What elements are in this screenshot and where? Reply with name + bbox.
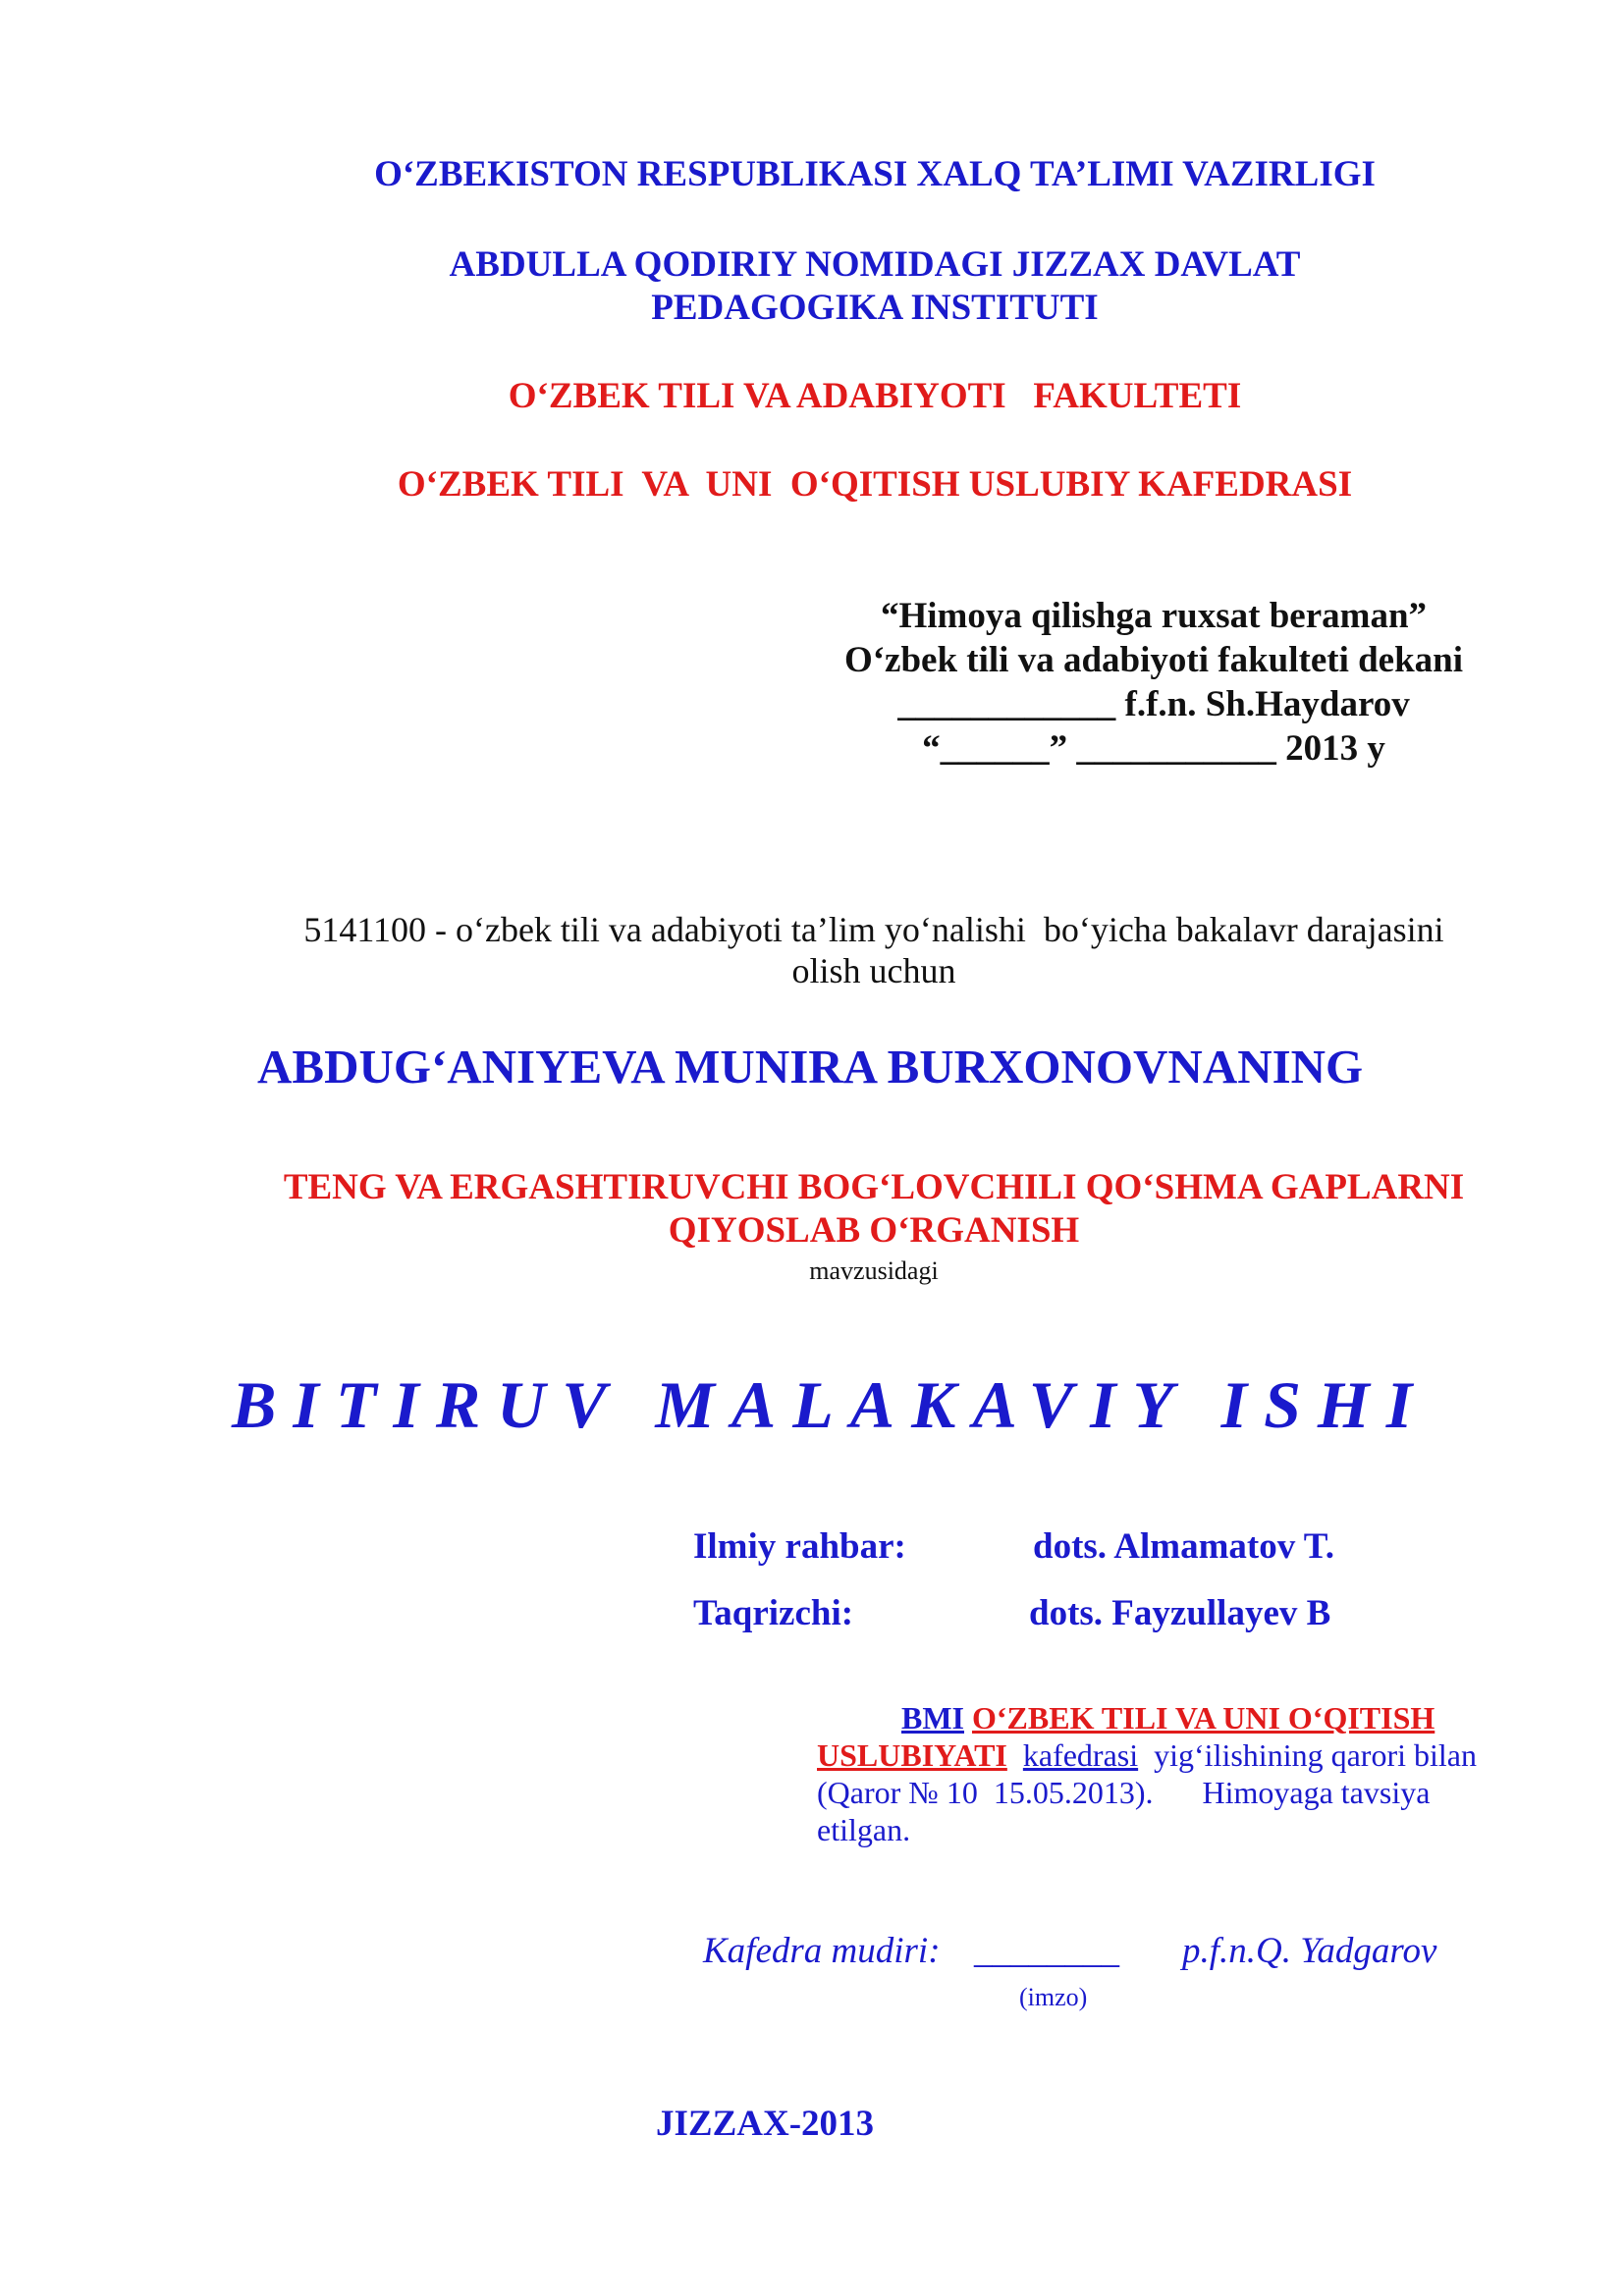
head-of-department-name: p.f.n.Q. Yadgarov [1182,1931,1437,1971]
reviewer-name: dots. Fayzullayev B [1029,1593,1331,1633]
approval-line1: “Himoya qilishga ruxsat beraman” [880,596,1428,636]
institute-name-line2: PEDAGOGIKA INSTITUTI [651,288,1099,328]
approval-line2: O‘zbek tili va adabiyoti fakulteti dekani [843,640,1464,680]
topic-line1: TENG VA ERGASHTIRUVCHI BOG‘LOVCHILI QO‘SHMA GAPLARNI [283,1167,1465,1207]
reviewer-label: Taqrizchi: [693,1593,854,1633]
ministry-title: O‘ZBEKISTON RESPUBLIKASI XALQ TA’LIMI VAZIRLIGI [374,154,1376,194]
decision-department-part2: USLUBIYATI [817,1737,1007,1773]
topic-suffix: mavzusidagi [809,1256,939,1285]
supervisor-name: dots. Almamatov T. [1033,1526,1334,1567]
faculty-name: O‘ZBEK TILI VA ADABIYOTI FAKULTETI [508,376,1242,416]
decision-bmi: BMI [901,1700,964,1735]
topic-line2: QIYOSLAB O‘RGANISH [668,1210,1080,1251]
decision-meeting: yig‘ilishining qarori bilan [1154,1737,1477,1773]
decision-order: (Qaror № 10 15.05.2013). [817,1775,1154,1810]
approval-signature-line: ____________ f.f.n. Sh.Haydarov [897,684,1410,724]
student-name: ABDUG‘ANIYEVA MUNIRA BURXONOVNANING [257,1040,1364,1094]
head-of-department-label: Kafedra mudiri: [703,1931,941,1971]
decision-department-part1: O‘ZBEK TILI VA UNI O‘QITISH [972,1700,1435,1735]
degree-statement-line1: 5141100 - o‘zbek tili va adabiyoti ta’lim yo‘nalishi bo‘yicha bakalavr darajasini [303,910,1444,949]
institute-name-line1: ABDULLA QODIRIY NOMIDAGI JIZZAX DAVLAT [449,244,1301,285]
work-title: BITIRUV MALAKAVIY ISHI [232,1367,1430,1442]
city-year: JIZZAX-2013 [656,2104,875,2144]
decision-kafedrasi: kafedrasi [1022,1737,1139,1773]
signature-caption: (imzo) [1019,1983,1088,2011]
department-name: O‘ZBEK TILI VA UNI O‘QITISH USLUBIY KAFEDRASI [397,464,1353,505]
decision-line4: etilgan. [817,1812,911,1847]
approval-date-line: “______” ___________ 2013 y [922,728,1385,769]
supervisor-label: Ilmiy rahbar: [693,1526,906,1567]
head-signature-line: ________ [974,1931,1119,1971]
degree-statement-line2: olish uchun [791,951,956,990]
decision-line1 [901,1700,1435,1736]
decision-recommended: Himoyaga tavsiya [1202,1775,1431,1810]
decision-line3 [817,1775,1430,1811]
decision-line2 [817,1737,1477,1774]
